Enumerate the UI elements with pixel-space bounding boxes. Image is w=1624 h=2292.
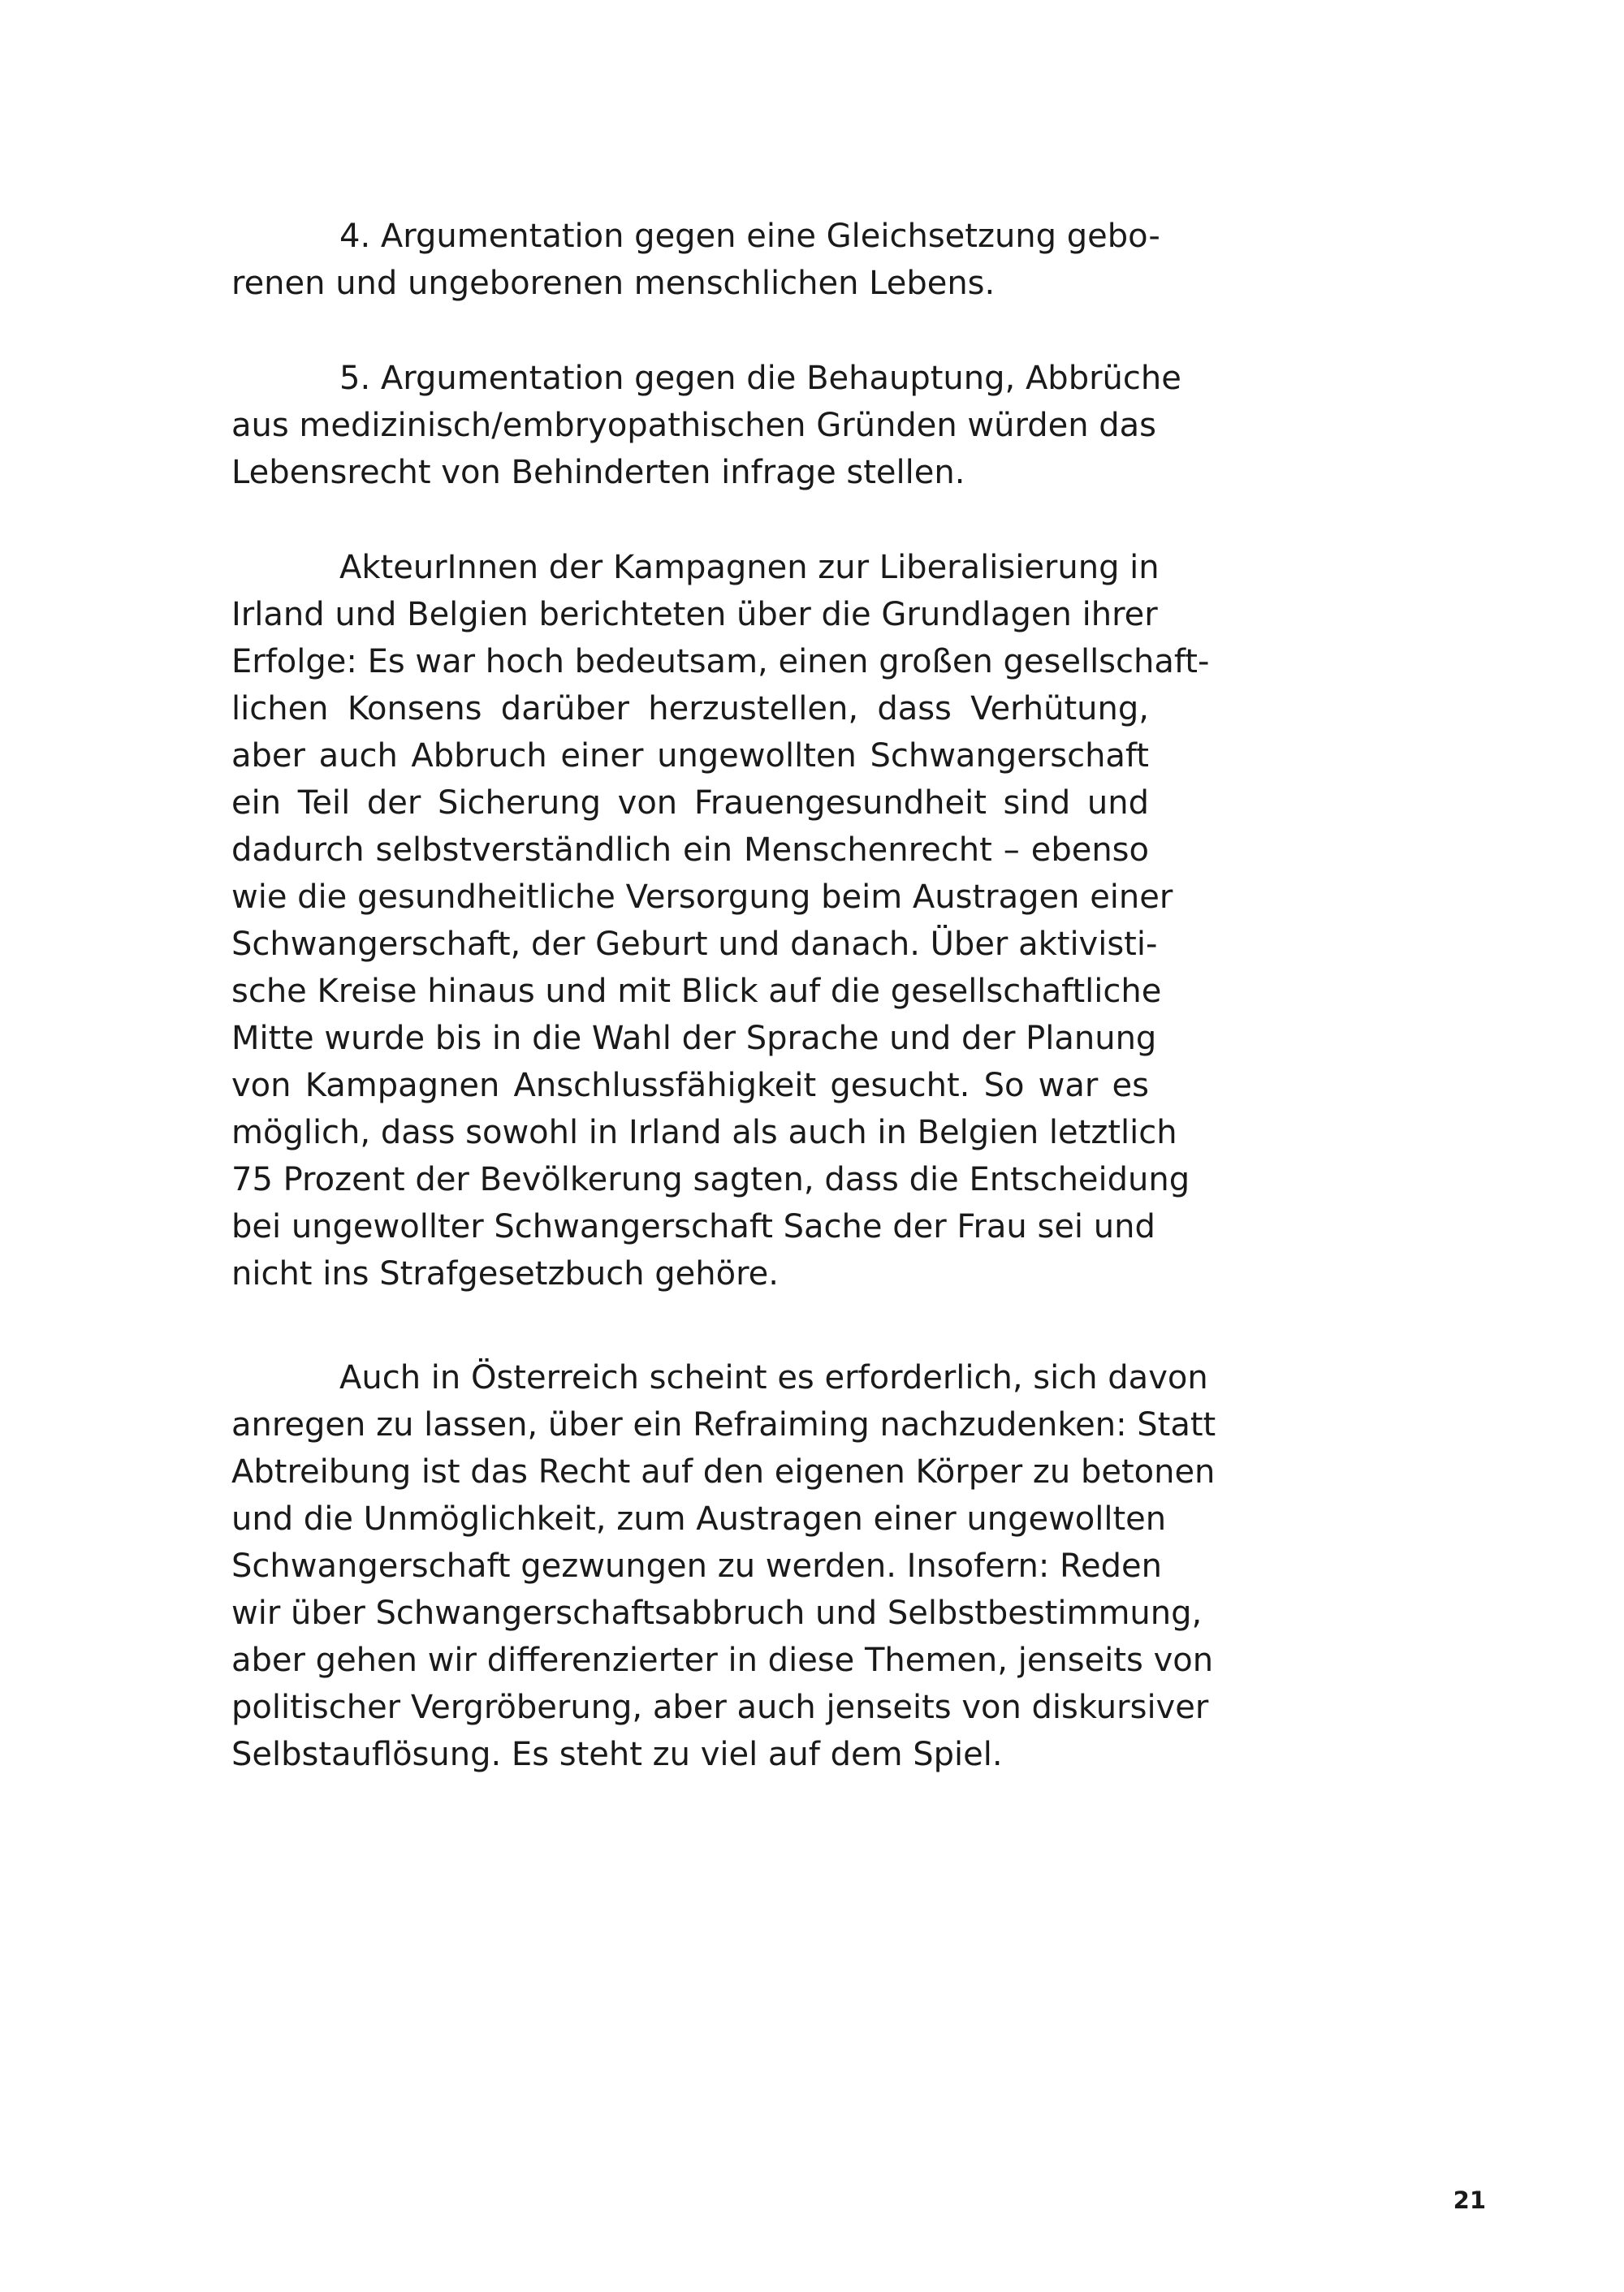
paragraph-line: politischer Vergröberung, aber auch jenseits von diskursiver: [231, 1689, 1209, 1726]
paragraph-line: aber auch Abbruch einer ungewollten Schwangerschaft: [231, 737, 1149, 775]
page-number: 21: [1453, 2186, 1486, 2214]
paragraph-line: ein Teil der Sicherung von Frauengesundheit sind und: [231, 784, 1149, 822]
paragraph-line: aus medizinisch/embryopathischen Gründen würden das: [231, 407, 1157, 444]
paragraph-line: sche Kreise hinaus und mit Blick auf die gesellschaftliche: [231, 973, 1162, 1010]
paragraph-line: lichen Konsens darüber herzustellen, dass Verhütung,: [231, 690, 1149, 727]
paragraph-austria: [231, 1354, 1216, 1778]
paragraph-line: von Kampagnen Anschlussfähigkeit gesucht. So war es: [231, 1067, 1149, 1104]
paragraph-line: anregen zu lassen, über ein Refraiming nachzudenken: Statt: [231, 1406, 1216, 1444]
paragraph-line: Auch in Österreich scheint es erforderlich, sich davon: [339, 1359, 1208, 1396]
paragraph-argument-5: [231, 355, 1181, 496]
paragraph-line: Schwangerschaft, der Geburt und danach. Über aktivisti-: [231, 926, 1158, 963]
paragraph-line: Irland und Belgien berichteten über die Grundlagen ihrer: [231, 596, 1158, 633]
paragraph-line: wir über Schwangerschaftsabbruch und Selbstbestimmung,: [231, 1595, 1203, 1632]
paragraph-line: dadurch selbstverständlich ein Menschenrecht – ebenso: [231, 831, 1149, 869]
paragraph-line: und die Unmöglichkeit, zum Austragen einer ungewollten: [231, 1500, 1167, 1538]
paragraph-line: 4. Argumentation gegen eine Gleichsetzung gebo-: [339, 218, 1160, 255]
paragraph-line: wie die gesundheitliche Versorgung beim Austragen einer: [231, 878, 1173, 916]
paragraph-line: Mitte wurde bis in die Wahl der Sprache und der Planung: [231, 1020, 1157, 1057]
paragraph-line: 75 Prozent der Bevölkerung sagten, dass die Entscheidung: [231, 1161, 1190, 1198]
paragraph-line: Schwangerschaft gezwungen zu werden. Insofern: Reden: [231, 1547, 1163, 1585]
paragraph-line: möglich, dass sowohl in Irland als auch in Belgien letztlich: [231, 1114, 1177, 1151]
paragraph-argument-4: [231, 213, 1160, 307]
paragraph-campaigns: [231, 544, 1210, 1297]
paragraph-line: AkteurInnen der Kampagnen zur Liberalisierung in: [339, 549, 1160, 586]
paragraph-line: Lebensrecht von Behinderten infrage stellen.: [231, 454, 965, 491]
paragraph-line: Selbstauflösung. Es steht zu viel auf dem Spiel.: [231, 1736, 1003, 1773]
paragraph-line: renen und ungeborenen menschlichen Lebens.: [231, 265, 996, 302]
paragraph-line: 5. Argumentation gegen die Behauptung, Abbrüche: [339, 360, 1181, 397]
paragraph-line: Abtreibung ist das Recht auf den eigenen Körper zu betonen: [231, 1453, 1216, 1491]
paragraph-line: aber gehen wir differenzierter in diese Themen, jenseits von: [231, 1642, 1214, 1679]
paragraph-line: bei ungewollter Schwangerschaft Sache der Frau sei und: [231, 1208, 1155, 1245]
paragraph-line: nicht ins Strafgesetzbuch gehöre.: [231, 1255, 779, 1293]
paragraph-line: Erfolge: Es war hoch bedeutsam, einen großen gesellschaft-: [231, 643, 1210, 680]
